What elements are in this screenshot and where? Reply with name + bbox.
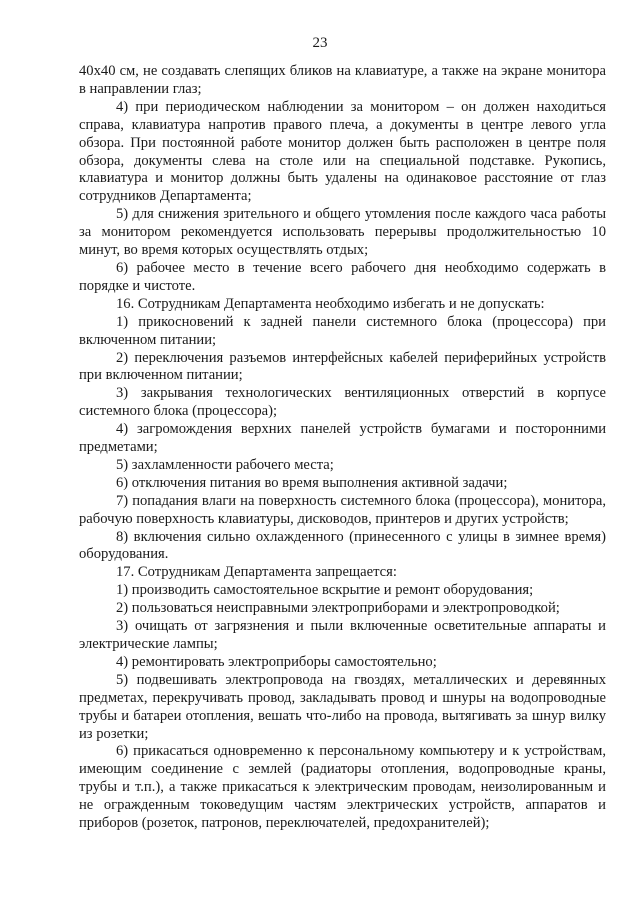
list-item-17-6: 6) прикасаться одновременно к персональному компьютеру и к устройствам, имеющим соединение с землей (радиаторы отопления, водопроводные краны, трубы и т.п.), а также прикасаться к электрическим проводам, неизолированным и не огражденным токоведущим частям электрических устройств, аппаратов и приборов (розеток, патронов, переключателей, предохранителей);	[79, 743, 606, 832]
list-item-16-3: 3) закрывания технологических вентиляционных отверстий в корпусе системного блока (процессора);	[79, 385, 606, 420]
list-item-17-4: 4) ремонтировать электроприборы самостоятельно;	[116, 653, 437, 670]
paragraph-continuation: 40х40 см, не создавать слепящих бликов на клавиатуре, а также на экране монитора в направлении глаз;	[79, 63, 606, 97]
list-item-17-2: 2) пользоваться неисправными электроприборами и электропроводкой;	[116, 600, 560, 617]
list-item-16-1: 1) прикосновений к задней панели системного блока (процессора) при включенном питании;	[79, 313, 606, 348]
list-item-16-2: 2) переключения разъемов интерфейсных кабелей периферийных устройств при включенном питании;	[79, 349, 606, 384]
list-item-17-3: 3) очищать от загрязнения и пыли включенные осветительные аппараты и электрические лампы;	[79, 618, 606, 652]
list-item-5-breaks: 5) для снижения зрительного и общего утомления после каждого часа работы за монитором рекомендуется использовать перерывы продолжительностью 10 минут, во время которых осуществлять отдых;	[79, 206, 606, 259]
list-item-4-monitor-position: 4) при периодическом наблюдении за монитором – он должен находиться справа, клавиатура напротив правого плеча, а документы в центре левого угла обзора. При постоянной работе монитор должен быть расположен в центре поля обзора, документы слева на столе или на специальной подставке. Рукопись, клавиатура и монитор должны быть удалены на одинаковое расстояние от глаз сотрудников Департамента;	[79, 98, 606, 205]
page-number: 23	[312, 35, 328, 51]
document-body	[79, 63, 606, 833]
list-item-16-6: 6) отключения питания во время выполнения активной задачи;	[116, 474, 508, 491]
list-item-16-4: 4) загромождения верхних панелей устройств бумагами и посторонними предметами;	[79, 421, 606, 456]
list-item-16-7: 7) попадания влаги на поверхность системного блока (процессора), монитора, рабочую поверхность клавиатуры, дисководов, принтеров и других устройств;	[79, 492, 606, 527]
list-item-16-5: 5) захламленности рабочего места;	[116, 456, 334, 473]
list-item-17-1: 1) производить самостоятельное вскрытие и ремонт оборудования;	[116, 582, 534, 599]
list-item-6-workplace-order: 6) рабочее место в течение всего рабочего дня необходимо содержать в порядке и чистоте.	[79, 259, 606, 294]
list-item-16-8: 8) включения сильно охлажденного (принесенного с улицы в зимнее время) оборудования.	[79, 528, 606, 563]
list-item-17-5: 5) подвешивать электропровода на гвоздях, металлических и деревянных предметах, перекручивать провод, закладывать провод и шнуры на водопроводные трубы и батареи отопления, вешать что-либо на провода, вытягивать за шнур вилку из розетки;	[79, 671, 606, 742]
section-16-heading: 16. Сотрудникам Департамента необходимо избегать и не допускать:	[116, 295, 545, 312]
section-17-heading: 17. Сотрудникам Департамента запрещается:	[116, 564, 397, 581]
